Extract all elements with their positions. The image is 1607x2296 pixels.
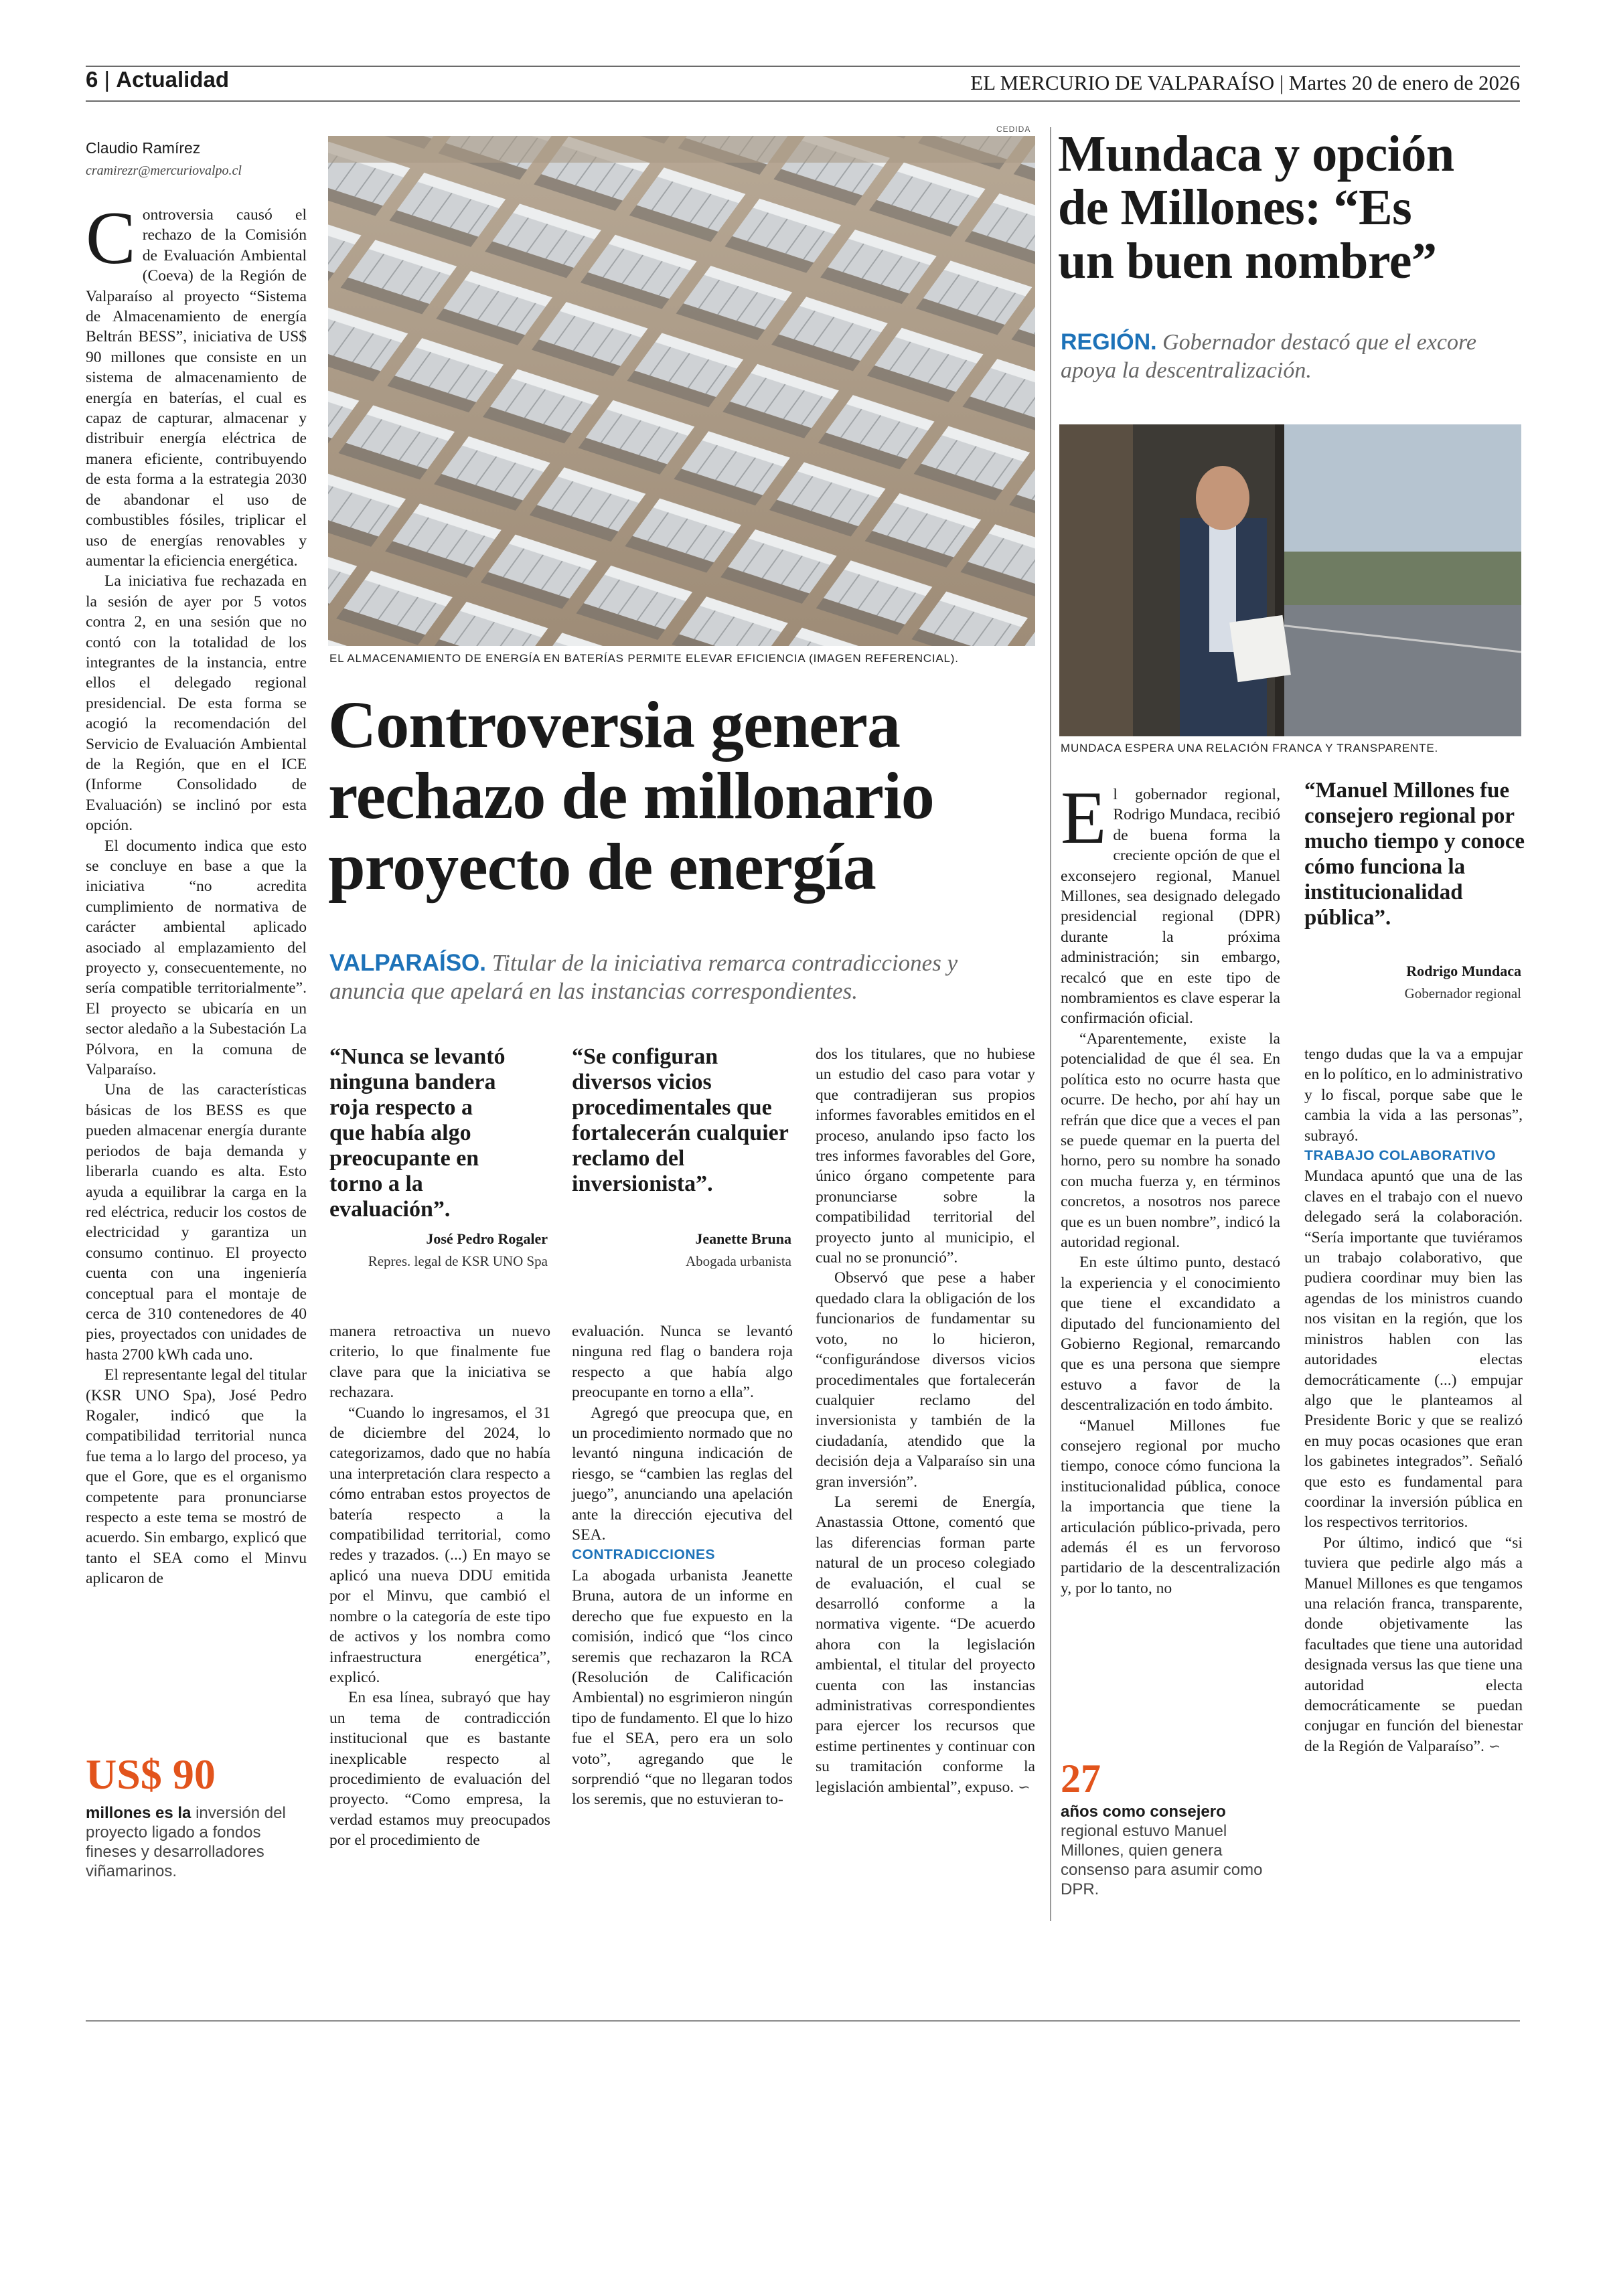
- main-article-paragraph: Agregó que preocupa que, en un procedimiento normado que no levantó ninguna indicación de riesgo, se “cambien las reglas del juego”, anunciando una apelación ante la dirección ejecutiva del SEA.: [572, 1404, 793, 1544]
- dropcap-letter: E: [1061, 776, 1107, 859]
- main-article-paragraph: En esa línea, subrayó que hay un tema de contradicción institucional que es bastante inexplicable respecto al procedimiento de evaluación del proyecto. “Como empresa, la verdad estamos muy preocupados por el procedimiento de: [329, 1689, 550, 1850]
- side-article-paragraph: “Aparentemente, existe la potencialidad de que él sea. En política esto no ocurre hasta que ocurre. De hecho, por ahí hay un refrán que dice que a veces el pan se puede quemar en la puerta del horno, pero su nombre ha sonado con mucha fuerza y, en términos concretos, a nosotros nos parece que es un buen nombre”, indicó la autoridad regional.: [1061, 1030, 1280, 1251]
- side-deck: REGIÓN. Gobernador destacó que el excore apoya la descentralización.: [1061, 329, 1477, 383]
- column-separator: [1050, 127, 1051, 1921]
- dropcap-letter: C: [86, 197, 136, 280]
- side-article-paragraph: “Manuel Millones fue consejero regional por mucho tiempo, conoce cómo funciona la institucionalidad pública, conoce la importancia que tiene la articulación público-privada, pero además él es un fervoroso partidario de la descentralización y, por lo tanto, no: [1061, 1416, 1280, 1597]
- side-article-paragraph: En este último punto, destacó la experiencia y el conocimiento que tiene el excandidato a diputado del funcionamiento del Gobierno Regional, remarcando que es una persona que siempre estuvo a favor de la descentralización en todo ámbito.: [1061, 1254, 1280, 1414]
- main-photo-caption: EL ALMACENAMIENTO DE ENERGÍA EN BATERÍAS PERMITE ELEVAR EFICIENCIA (IMAGEN REFERENCIAL).: [329, 652, 959, 665]
- end-of-article-mark: ∽: [1018, 1778, 1030, 1795]
- subhead-contradicciones: CONTRADICCIONES: [572, 1547, 716, 1563]
- main-article-column-4: [816, 1044, 1035, 1797]
- pull-quote-bruna-name: Jeanette Bruna: [695, 1230, 791, 1247]
- main-article-paragraph: La abogada urbanista Jeanette Bruna, autora de un informe en derecho que fue expuesto en la comisión, indicó que “los cinco seremis que rechazaron la RCA (Resolución de Calificación Ambiental) no esgrimieron ningún tipo de fundamento. El que lo hizo fue el SEA, pero era un solo voto”, agregando que le sorprendió “que no llegaran todos los seremis, que no estuvieran to-: [572, 1566, 793, 1809]
- main-headline: [328, 689, 1038, 902]
- header-bottom-rule: [86, 100, 1520, 102]
- pull-quote-rogaler-name: José Pedro Rogaler: [426, 1230, 548, 1247]
- main-article-paragraph: La seremi de Energía, Anastassia Ottone, comentó que las diferencias forman parte natural de un proceso colegiado de evaluación, el cual se desarrolló conforme a la normativa vigente. “De acuerdo ahora con la legislación ambiental, el titular del proyecto cuenta con las instancias administrativas correspondientes para ejercer los recursos que estime pertinentes y continuar con su tramitación conforme la legislación ambiental”, expuso. ∽: [816, 1493, 1035, 1796]
- side-article-paragraph: El gobernador regional, Rodrigo Mundaca, recibió de buena forma la creciente opción de que el exconsejero regional, Manuel Millones, sea designado delegado presidencial regional (DPR) durante la próxima administración; sin embargo, recalcó que en este tipo de nombramientos es clave esperar la confirmación oficial.: [1061, 776, 1280, 1028]
- main-article-column-3: [572, 1321, 793, 1810]
- battery-storage-photo: [328, 136, 1035, 646]
- investment-stat-text: millones es la inversión del proyecto ligado a fondos fineses y desarrolladores viñamarinos.: [86, 1804, 286, 1880]
- side-article-column-2: [1304, 1044, 1523, 1756]
- headline-line: Controversia genera: [328, 687, 900, 762]
- side-headline: [1058, 127, 1527, 288]
- side-article-column-1: [1061, 776, 1280, 1598]
- headline-line: Mundaca y opción: [1058, 126, 1454, 182]
- headline-line: un buen nombre”: [1058, 233, 1437, 289]
- main-article-column-1: [86, 197, 307, 1589]
- subhead-trabajo-colaborativo: TRABAJO COLABORATIVO: [1304, 1148, 1497, 1164]
- pull-quote-bruna-role: Abogada urbanista: [685, 1253, 791, 1269]
- headline-line: proyecto de energía: [328, 829, 876, 904]
- main-article-paragraph: evaluación. Nunca se levantó ninguna red flag o bandera roja respecto a que había algo preocupante en torno a ella”.: [572, 1323, 793, 1402]
- photo-credit: CEDIDA: [996, 125, 1031, 134]
- investment-stat-figure: US$ 90: [86, 1750, 216, 1798]
- main-kicker: VALPARAÍSO.: [329, 950, 486, 976]
- author-email: cramirezr@mercuriovalpo.cl: [86, 163, 242, 178]
- pull-quote-mundaca-name: Rodrigo Mundaca: [1406, 963, 1521, 979]
- pull-quote-rogaler: “Nunca se levantó ninguna bandera roja respecto a que había algo preocupante en torno a la evaluación”.: [329, 1044, 506, 1222]
- main-article-paragraph: Controversia causó el rechazo de la Comisión de Evaluación Ambiental (Coeva) de la Región de Valparaíso al proyecto “Sistema de Almacenamiento de energía Beltrán BESS”, iniciativa de US$ 90 millones que consiste en un sistema de almacenamiento de energía en baterías, el cual es capaz de capturar, almacenar y distribuir energía eléctrica de manera eficiente, contribuyendo de esta forma a la estrategia 2030 de abandonar el uso de combustibles fósiles, triplicar el uso de energías renovables y aumentar la eficiencia energética.: [86, 197, 307, 570]
- headline-line: de Millones: “Es: [1058, 179, 1412, 236]
- side-article-paragraph: tengo dudas que la va a empujar en lo político, en lo administrativo y lo fiscal, porque sabe que le cambia la vida a las personas”, subrayó.: [1304, 1046, 1523, 1145]
- side-article-paragraph: Mundaca apuntó que una de las claves en el trabajo con el nuevo delegado será la colaboración. “Sería importante que tuviéramos un trabajo colaborativo, que pudiera coordinar muy bien las agendas de los ministros cuando nos visitan en la región, que los ministros hablen con las autoridades electas democráticamente (...) empujar algo que le planteamos al Presidente Boric y que se realizó en muy pocas ocasiones que eran los gabinetes integrados”. Señaló que esto es fundamental para coordinar la inversión pública en los respectivos territorios.: [1304, 1167, 1523, 1532]
- main-article-paragraph: manera retroactiva un nuevo criterio, lo que finalmente fue clave para que la iniciativa se rechazara.: [329, 1323, 550, 1402]
- main-deck: VALPARAÍSO. Titular de la iniciativa remarca contradicciones y anuncia que apelará en las instancias correspondientes.: [329, 950, 958, 1004]
- pull-quote-rogaler-role: Repres. legal de KSR UNO Spa: [368, 1253, 548, 1269]
- mundaca-photo: [1059, 424, 1521, 736]
- issue-date: Martes 20 de enero de 2026: [1288, 71, 1520, 94]
- main-article-paragraph: “Cuando lo ingresamos, el 31 de diciembre del 2024, lo categorizamos, dado que no había una interpretación clara respecto a cómo entraban estos proyectos de batería respecto a la compatibilidad territorial, como redes y trazados. (...) En mayo se aplicó una nueva DDU emitida por el Minvu, que cambió el nombre o la categoría de este tipo de activos y los nombra como infraestructura energética”, explicó.: [329, 1404, 550, 1686]
- pull-quote-bruna: “Se configuran diversos vicios procedimentales que fortalecerán cualquier reclamo del inversionista”.: [572, 1044, 789, 1196]
- page-section-label: 6 | Actualidad: [86, 67, 229, 92]
- years-stat-figure: 27: [1061, 1756, 1101, 1801]
- newspaper-masthead: EL MERCURIO DE VALPARAÍSO | Martes 20 de enero de 2026: [970, 71, 1520, 94]
- main-article-column-2: [329, 1321, 550, 1851]
- side-article-paragraph: Por último, indicó que “si tuviera que pedirle algo más a Manuel Millones es que tengamos una relación franca, transparente, donde objetivamente las facultades que tiene una autoridad designada versus las que tiene una autoridad electa democráticamente se puedan conjugar en función del bienestar de la Región de Valparaíso”. ∽: [1304, 1534, 1523, 1755]
- main-article-paragraph: La iniciativa fue rechazada en la sesión de ayer por 5 votos contra 2, en una sesión que no contó con la totalidad de los integrantes de la instancia, entre ellos el delegado regional presidencial. De esta forma se acogió la recomendación del Servicio de Evaluación Ambiental de la Región, que en el ICE (Informe Consolidado de Evaluación) se inclinó por esta opción.: [86, 572, 307, 835]
- main-article-paragraph: El documento indica que esto se concluye en base a que la iniciativa “no acredita cumplimiento de normativa de carácter ambiental aplicado asociado al emplazamiento del proyecto y, consecuentemente, no sería compatible territorialmente”. El proyecto se ubicaría en un sector aledaño a la Subestación La Pólvora, en la comuna de Valparaíso.: [86, 837, 307, 1079]
- author-name: Claudio Ramírez: [86, 139, 201, 157]
- section-name: Actualidad: [116, 67, 229, 92]
- main-article-paragraph: dos los titulares, que no hubiese un estudio del caso para votar y que contradijeran sus propios informes favorables emitidos en el proceso, anulando ipso facto los tres informes favorables del Gore, único órgano competente para pronunciarse sobre la compatibilidad territorial del proyecto junto al municipio, el cual no se pronunció”.: [816, 1046, 1035, 1267]
- main-article-paragraph: El representante legal del titular (KSR UNO Spa), José Pedro Rogaler, indicó que la compatibilidad territorial nunca fue tema a lo largo del proceso, ya que el Gore, que es el organismo competente para pronunciarse respecto a este tema se mostró de acuerdo. Sin embargo, explicó que tanto el SEA como el Minvu aplicaron de: [86, 1366, 307, 1588]
- main-article-paragraph: Observó que pese a haber quedado clara la obligación de los funcionarios de fundamentar su voto, no lo hicieron, “configurándose diversos vicios procedimentales que fortalecerán cualquier reclamo del inversionista y también de la ciudadanía, atendido que la decisión deja a Valparaíso sin una gran inversión”.: [816, 1269, 1035, 1491]
- years-stat-text: años como consejero regional estuvo Manuel Millones, quien genera consenso para asumir como DPR.: [1061, 1803, 1263, 1898]
- main-article-paragraph: Una de las características básicas de los BESS es que pueden almacenar energía durante periodos de baja demanda y liberarla cuando es alta. Esto ayuda a equilibrar la carga en la red eléctrica, reducir los costos de electricidad y garantiza un consumo continuo. El proyecto cuenta con una ingeniería conceptual para el montaje de cerca de 310 contenedores de 40 pies, proyectados con unidades de hasta 2700 kWh cada uno.: [86, 1081, 307, 1364]
- side-kicker: REGIÓN.: [1061, 329, 1157, 355]
- bottom-rule: [86, 2020, 1520, 2022]
- top-rule: [86, 66, 1520, 67]
- side-photo-caption: MUNDACA ESPERA UNA RELACIÓN FRANCA Y TRANSPARENTE.: [1061, 742, 1438, 754]
- pull-quote-mundaca-role: Gobernador regional: [1404, 985, 1521, 1001]
- page-number: 6: [86, 67, 98, 92]
- pull-quote-mundaca: “Manuel Millones fue consejero regional por mucho tiempo y conoce cómo funciona la institucionalidad pública”.: [1304, 778, 1525, 930]
- end-of-article-mark: ∽: [1488, 1737, 1501, 1754]
- newspaper-name: EL MERCURIO DE VALPARAÍSO: [970, 71, 1275, 94]
- headline-line: rechazo de millonario: [328, 758, 934, 833]
